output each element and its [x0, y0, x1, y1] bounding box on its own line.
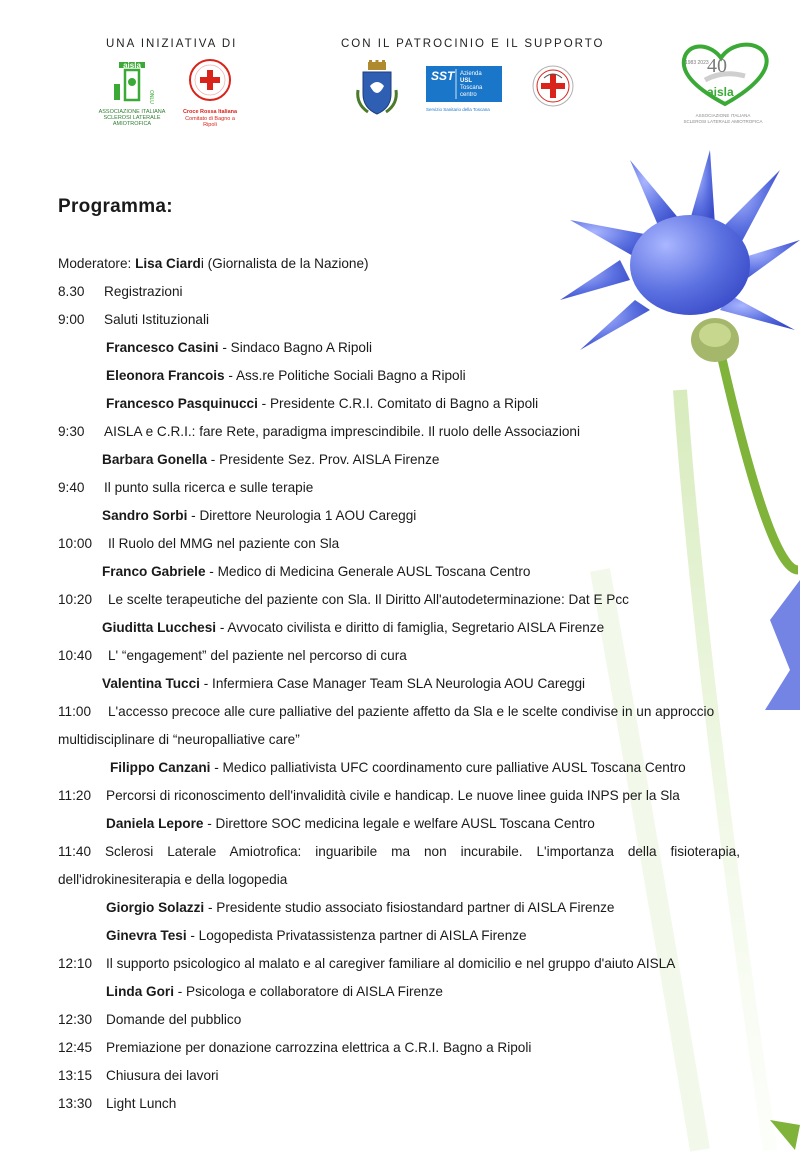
speaker-name: Francesco Pasquinucci: [106, 396, 258, 411]
speaker-name: Eleonora Francois: [106, 368, 225, 383]
program-time: 12:45: [58, 1040, 93, 1055]
program-text: Le scelte terapeutiche del paziente con Sla. Il Diritto All'autodeterminazione: Dat E Pcc: [108, 592, 629, 607]
program-text: Registrazioni: [104, 284, 183, 299]
program-item: [58, 955, 675, 973]
program-time: 11:20: [58, 788, 92, 803]
speaker-name: Valentina Tucci: [102, 676, 200, 691]
speaker-role: - Direttore Neurologia 1 AOU Careggi: [187, 508, 417, 523]
svg-text:SST: SST: [431, 69, 455, 83]
red-cross-icon: [178, 58, 242, 104]
program-text: Il Ruolo del MMG nel paziente con Sla: [108, 536, 340, 551]
program-item: [58, 283, 183, 301]
program-item-continued: [58, 731, 300, 749]
svg-text:Toscana: Toscana: [460, 85, 483, 91]
speaker-role: - Presidente studio associato fisiostandard partner di AISLA Firenze: [204, 900, 615, 915]
municipal-crest-icon: [354, 60, 400, 116]
speaker-name: Sandro Sorbi: [102, 508, 188, 523]
speaker-role: - Sindaco Bagno A Ripoli: [218, 340, 372, 355]
patronage-label: CON IL PATROCINIO E IL SUPPORTO: [341, 38, 605, 50]
speaker-line: [102, 563, 530, 581]
program-item: [58, 1039, 531, 1057]
program-time: 9:40: [58, 480, 85, 495]
cri-caption-1: Croce Rossa Italiana: [182, 109, 238, 115]
speaker-line: [102, 675, 585, 693]
speaker-line: [102, 619, 604, 637]
initiative-label: UNA INIZIATIVA DI: [106, 38, 238, 50]
speaker-role: - Logopedista Privatassistenza partner di AISLA Firenze: [186, 928, 527, 943]
program-item: [58, 591, 629, 609]
cross-badge-icon: [531, 64, 575, 108]
speaker-name: Francesco Casini: [106, 340, 219, 355]
svg-text:ONLUS: ONLUS: [148, 90, 154, 104]
speaker-name: Linda Gori: [106, 984, 174, 999]
aisla-40-anniversary-logo: [675, 40, 771, 122]
program-time: 10:40: [58, 648, 93, 663]
program-text: Chiusura dei lavori: [106, 1068, 219, 1083]
program-time: 8.30: [58, 284, 85, 299]
program-time: 12:10: [58, 956, 93, 971]
page-title: Programma:: [58, 196, 173, 217]
svg-text:Azienda: Azienda: [460, 71, 482, 77]
speaker-role: - Direttore SOC medicina legale e welfare AUSL Toscana Centro: [203, 816, 595, 831]
program-text: Domande del pubblico: [106, 1012, 242, 1027]
aisla40-caption-1: ASSOCIAZIONE ITALIANA: [695, 113, 751, 118]
speaker-role: - Ass.re Politiche Sociali Bagno a Ripoli: [224, 368, 466, 383]
usl-emblem-icon: [426, 66, 502, 102]
svg-text:centro: centro: [460, 92, 477, 98]
flower-bud: [765, 580, 800, 710]
program-text: dell'idrokinesiterapia e della logopedia: [58, 872, 288, 887]
svg-text:aisla: aisla: [707, 85, 734, 99]
speaker-name: Daniela Lepore: [106, 816, 204, 831]
svg-text:aisla: aisla: [123, 61, 141, 70]
speaker-line: [106, 339, 372, 357]
speaker-name: Giuditta Lucchesi: [102, 620, 217, 635]
svg-text:1983 2023: 1983 2023: [685, 60, 709, 66]
comune-crest-logo: [354, 60, 400, 116]
program-item-continued: [58, 871, 287, 889]
program-text: Il supporto psicologico al malato e al caregiver familiare al domicilio e nel gruppo d'aiuto AISLA: [106, 956, 676, 971]
speaker-role: - Avvocato civilista e diritto di famiglia, Segretario AISLA Firenze: [216, 620, 605, 635]
svg-text:40: 40: [707, 55, 727, 77]
speaker-role: - Presidente Sez. Prov. AISLA Firenze: [207, 452, 440, 467]
moderator-note: (Giornalista de la Nazione): [203, 256, 369, 271]
speaker-line: [106, 395, 538, 413]
program-item: [58, 535, 339, 553]
aisla-caption-2: SCLEROSI LATERALE AMIOTROFICA: [103, 115, 161, 127]
aisla-logo: [92, 60, 172, 127]
cri-caption-2: Comitato di Bagno a Ripoli: [185, 115, 235, 128]
program-text: Percorsi di riconoscimento dell'invalidità civile e handicap. Le nuove linee guida INPS per la Sla: [106, 788, 680, 803]
program-text: Il punto sulla ricerca e sulle terapie: [104, 480, 314, 495]
usl-caption: Servizio Sanitario della Toscana: [426, 107, 490, 112]
speaker-role: - Medico palliativista UFC coordinamento cure palliative AUSL Toscana Centro: [210, 760, 686, 775]
program-text: Sclerosi Laterale Amiotrofica: inguaribile ma non incurabile. L'importanza della fisioterapia,: [104, 844, 740, 859]
speaker-line: [106, 815, 595, 833]
aisla-emblem-icon: [92, 60, 172, 104]
program-item: [58, 1095, 176, 1113]
program-time: 10:20: [58, 592, 93, 607]
moderator-name-tail: i: [200, 256, 204, 271]
program-text: Saluti Istituzionali: [104, 312, 210, 327]
program-time: 11:00: [58, 704, 92, 719]
speaker-line: [102, 507, 416, 525]
program-time: 9:00: [58, 312, 85, 327]
program-item: [58, 311, 209, 329]
speaker-role: - Psicologa e collaboratore di AISLA Firenze: [173, 984, 443, 999]
program-time: 13:30: [58, 1096, 93, 1111]
program-text: L' “engagement” del paziente nel percorso di cura: [108, 648, 407, 663]
program-time: 11:40: [58, 844, 92, 859]
svg-text:USL: USL: [460, 78, 472, 84]
usl-toscana-logo: [426, 66, 502, 110]
speaker-name: Filippo Canzani: [110, 760, 211, 775]
speaker-line: [106, 983, 443, 1001]
aisla40-caption-2: SCLEROSI LATERALE AMIOTROFICA: [683, 118, 763, 124]
flower-head: [560, 150, 800, 362]
moderator-label: Moderatore:: [58, 256, 132, 271]
cri-badge-logo: [531, 64, 575, 108]
program-text: multidisciplinare di “neuropalliative care”: [58, 732, 300, 747]
program-item: [58, 479, 313, 497]
program-text: Light Lunch: [106, 1096, 177, 1111]
program-time: 9:30: [58, 424, 85, 439]
speaker-line: [102, 451, 439, 469]
speaker-name: Giorgio Solazzi: [106, 900, 205, 915]
program-item: [58, 1011, 241, 1029]
program-item: [58, 703, 714, 721]
speaker-name: Franco Gabriele: [102, 564, 206, 579]
speaker-role: - Presidente C.R.I. Comitato di Bagno a Ripoli: [257, 396, 539, 411]
program-time: 12:30: [58, 1012, 93, 1027]
program-item: [58, 787, 680, 805]
program-time: 13:15: [58, 1068, 93, 1083]
speaker-name: Ginevra Tesi: [106, 928, 187, 943]
croce-rossa-logo: [178, 58, 242, 128]
program-text: L'accesso precoce alle cure palliative del paziente affetto da Sla e le scelte condivise in un approccio: [108, 704, 715, 719]
speaker-line: [106, 899, 615, 917]
speaker-role: - Infermiera Case Manager Team SLA Neurologia AOU Careggi: [199, 676, 586, 691]
program-item: [58, 1067, 219, 1085]
moderator-name: Lisa Ciard: [135, 256, 201, 271]
heart-anniversary-icon: [675, 40, 771, 108]
program-text: Premiazione per donazione carrozzina elettrica a C.R.I. Bagno a Ripoli: [106, 1040, 532, 1055]
aisla-caption-1: ASSOCIAZIONE ITALIANA: [98, 109, 166, 115]
program-item: [58, 647, 407, 665]
speaker-name: Barbara Gonella: [102, 452, 208, 467]
program-time: 10:00: [58, 536, 93, 551]
speaker-line: [110, 759, 686, 777]
program-item: [58, 423, 580, 441]
speaker-role: - Medico di Medicina Generale AUSL Toscana Centro: [205, 564, 531, 579]
cornflower-illustration: [540, 150, 800, 1157]
speaker-line: [106, 927, 527, 945]
program-text: AISLA e C.R.I.: fare Rete, paradigma imprescindibile. Il ruolo delle Associazioni: [104, 424, 581, 439]
speaker-line: [106, 367, 466, 385]
program-item: [58, 843, 740, 861]
moderator-line: [58, 255, 369, 273]
